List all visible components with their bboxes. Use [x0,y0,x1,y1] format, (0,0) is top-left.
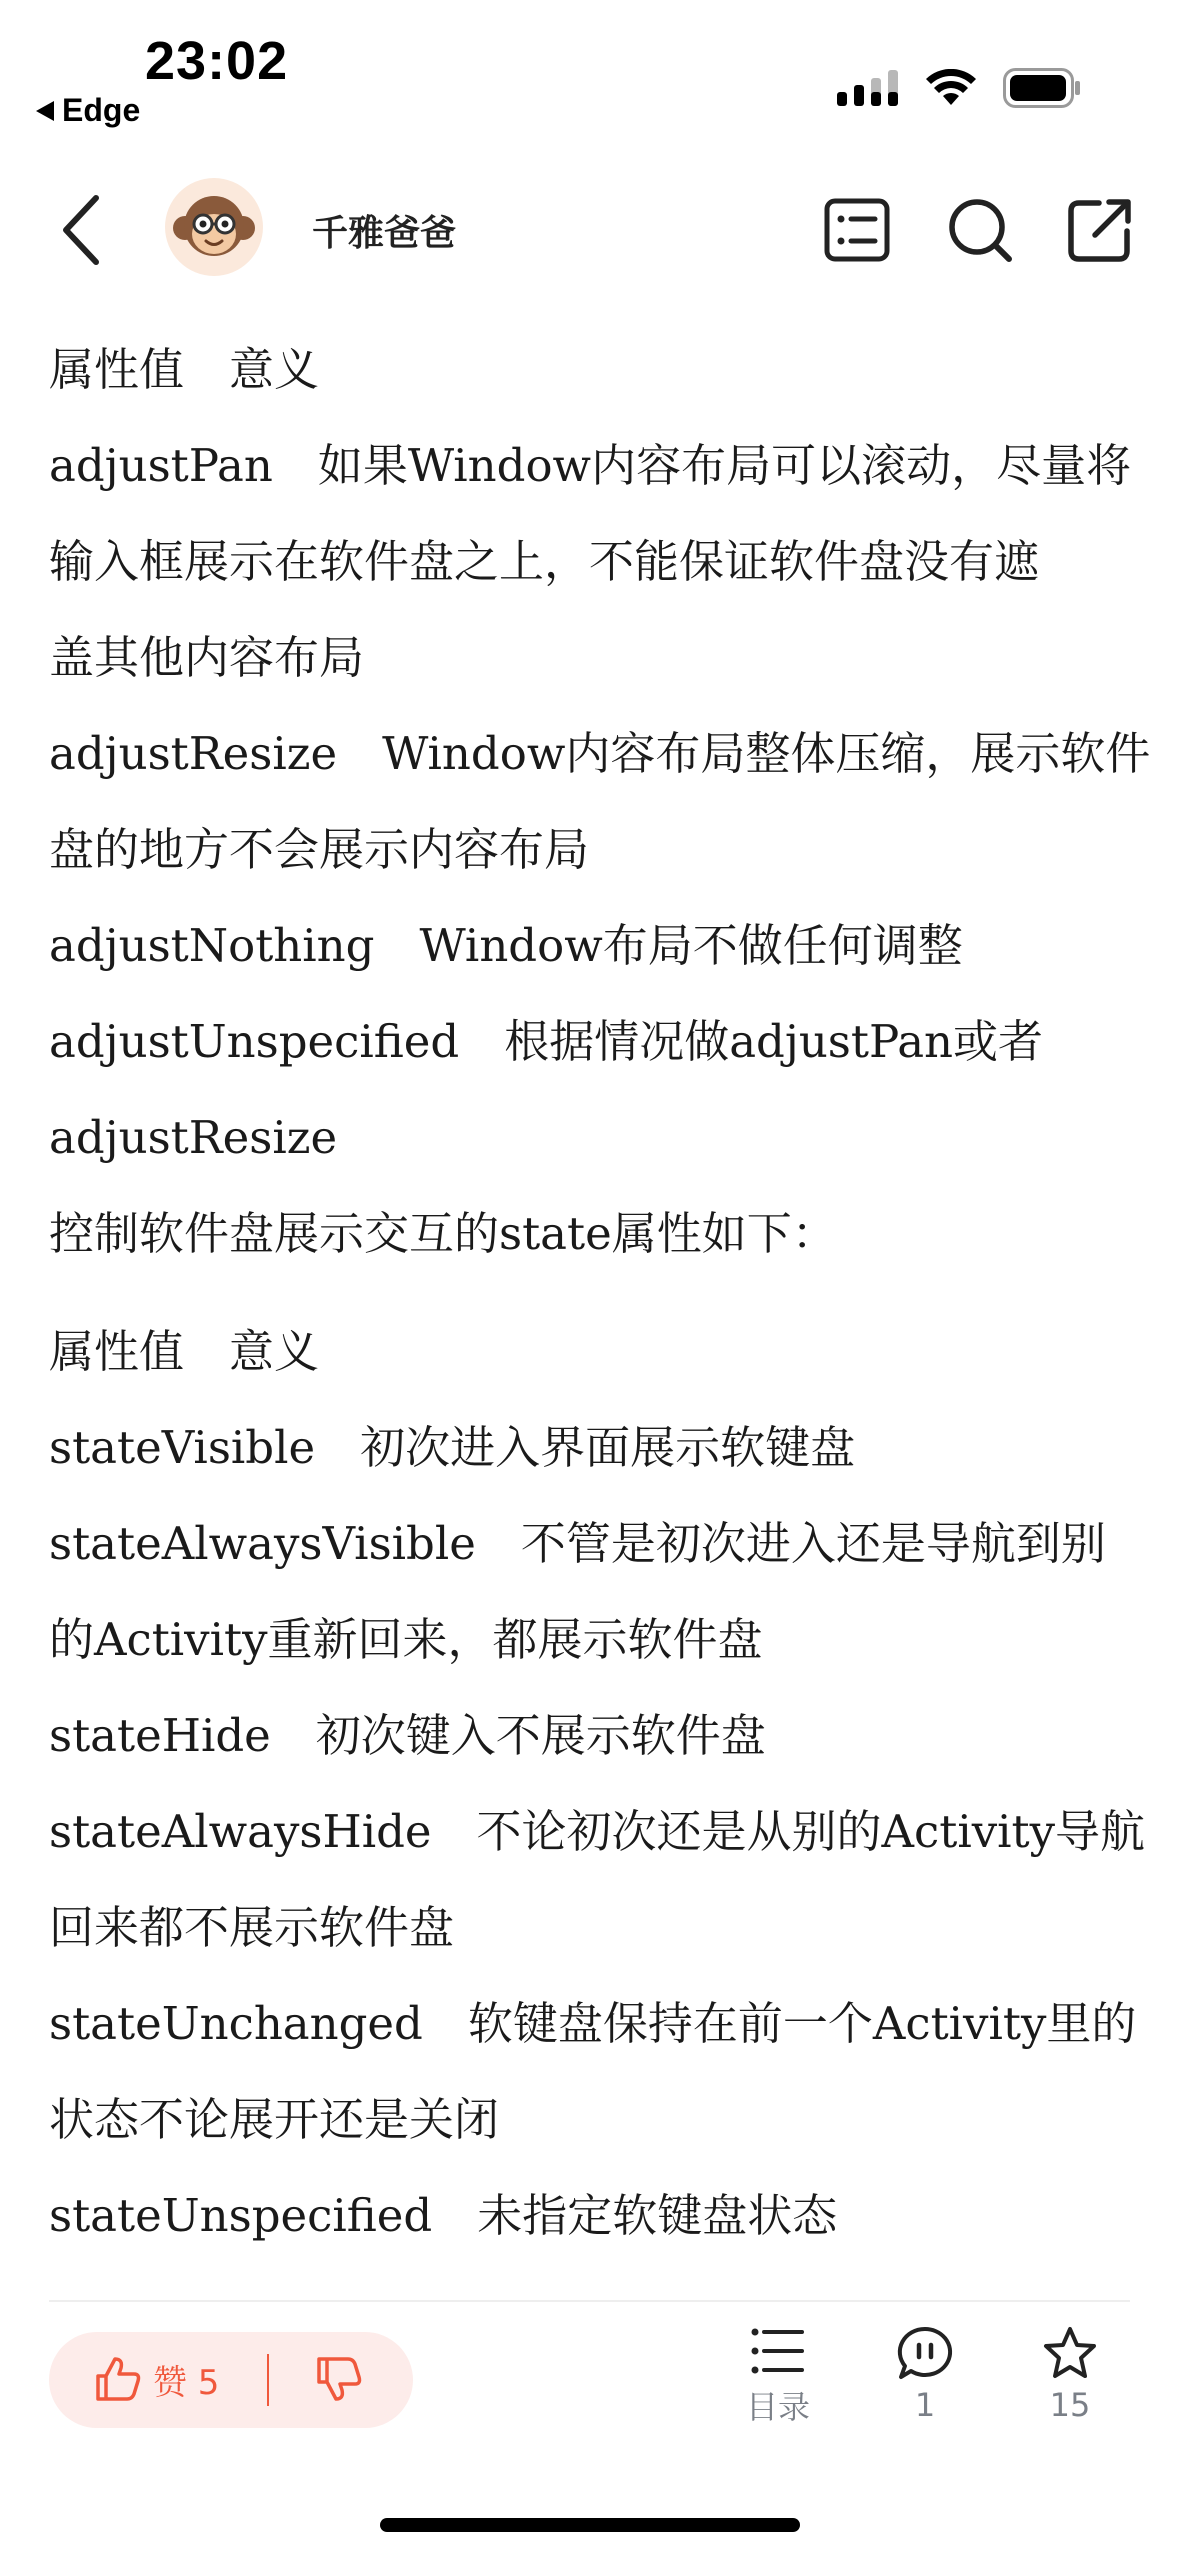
home-indicator[interactable] [380,2518,800,2532]
comment-button[interactable] [865,2326,985,2424]
star-icon [1042,2326,1098,2380]
cellular-signal-icon [837,70,899,106]
paragraph-line: adjustResize Window内容布局整体压缩，展示软件 [49,727,1151,780]
paragraph-line: stateHide 初次键入不展示软件盘 [49,1709,766,1762]
status-time: 23:02 [145,31,289,91]
paragraph-line: 的Activity重新回来，都展示软件盘 [49,1613,763,1666]
avatar[interactable] [165,178,263,276]
comment-count: 1 [914,2386,936,2424]
paragraph-line: 输入框展示在软件盘之上，不能保证软件盘没有遮 [49,535,1040,588]
author-name[interactable]: 千雅爸爸 [312,213,457,254]
share-icon[interactable] [1065,195,1135,265]
list-icon [750,2326,806,2376]
bottom-divider [49,2300,1130,2302]
monkey-avatar-icon [165,178,263,276]
vote-pill [49,2332,413,2428]
like-button[interactable] [93,2354,219,2404]
wifi-icon [925,69,977,107]
toc-icon[interactable] [822,195,892,265]
favorite-button[interactable] [1010,2326,1130,2424]
paragraph-line: adjustUnspecified 根据情况做adjustPan或者 [49,1015,1044,1068]
pill-separator [267,2354,269,2406]
article-body [49,322,1151,2264]
like-count: 赞 5 [153,2362,220,2403]
paragraph-line: adjustResize [49,1111,338,1164]
table-header: 属性值 意义 [49,343,320,396]
paragraph-line: adjustPan 如果Window内容布局可以滚动，尽量将 [49,439,1132,492]
back-triangle-icon [36,101,54,121]
back-to-app-link[interactable] [36,92,140,129]
search-icon[interactable] [945,195,1015,265]
paragraph-line: stateAlwaysHide 不论初次还是从别的Activity导航 [49,1805,1146,1858]
paragraph-line: stateVisible 初次进入界面展示软键盘 [49,1421,856,1474]
thumbs-down-icon [314,2354,364,2404]
back-app-label: Edge [62,92,141,128]
paragraph-line: 状态不论展开还是关闭 [49,2093,500,2146]
comment-icon [897,2326,953,2380]
paragraph-line: stateUnspecified 未指定软键盘状态 [49,2189,838,2242]
table-header: 属性值 意义 [49,1325,320,1378]
back-chevron-icon[interactable] [52,190,112,270]
dislike-button[interactable] [314,2354,364,2408]
battery-icon [1003,68,1081,108]
toc-label: 目录 [745,2388,810,2426]
paragraph-line: stateAlwaysVisible 不管是初次进入还是导航到别 [49,1517,1106,1570]
paragraph-line: 控制软件盘展示交互的state属性如下： [49,1207,837,1260]
status-icons [837,68,1081,108]
paragraph-line: adjustNothing Window布局不做任何调整 [49,919,963,972]
toc-button[interactable] [718,2326,838,2428]
paragraph-line: 盘的地方不会展示内容布局 [49,823,590,876]
paragraph-line: stateUnchanged 软键盘保持在前一个Activity里的 [49,1997,1137,2050]
favorite-count: 15 [1049,2386,1091,2424]
paragraph-line: 回来都不展示软件盘 [49,1901,455,1954]
paragraph-line: 盖其他内容布局 [49,631,365,684]
thumbs-up-icon [93,2354,143,2404]
